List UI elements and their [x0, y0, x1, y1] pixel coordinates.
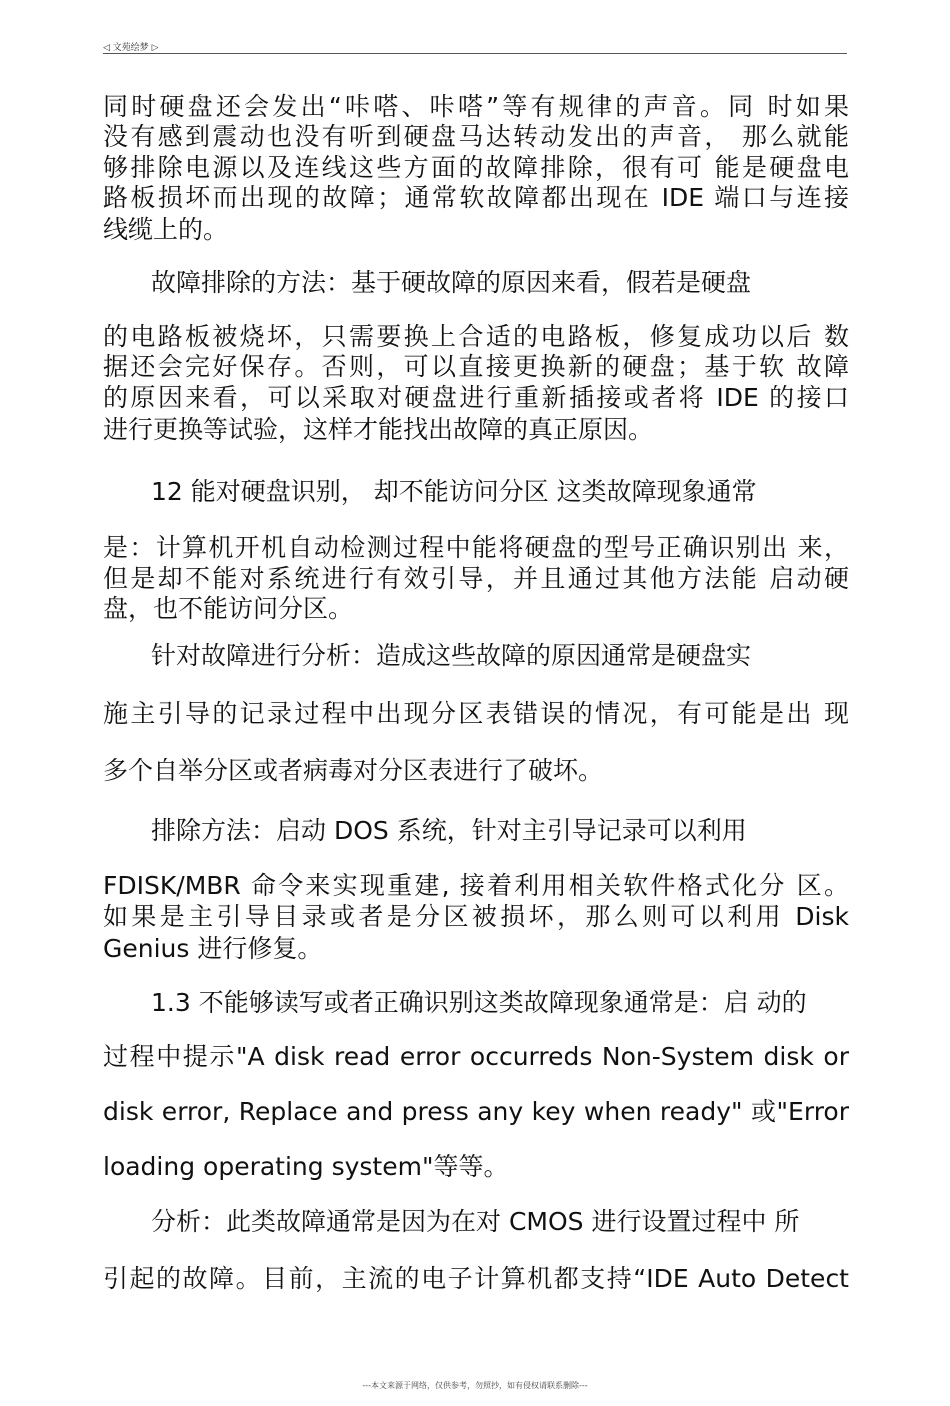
- header-divider: [103, 53, 847, 54]
- text-line: 据还会完好保存。否则，可以直接更换新的硬盘；基于软 故障: [103, 352, 849, 381]
- text-line: 1.3 不能够读写或者正确识别这类故障现象通常是：启 动的: [151, 988, 807, 1017]
- text-line: 引起的故障。目前，主流的电子计算机都支持“IDE Auto Detect: [103, 1264, 849, 1293]
- text-line: 进行更换等试验，这样才能找出故障的真正原因。: [103, 415, 654, 444]
- text-line: 是：计算机开机自动检测过程中能将硬盘的型号正确识别出 来，: [103, 533, 849, 562]
- text-line: 同时硬盘还会发出“咔嗒、咔嗒”等有规律的声音。同 时如果: [103, 92, 849, 121]
- text-line: loading operating system"等等。: [103, 1152, 509, 1181]
- page-footer: ---本文来源于网络，仅供参考，勿照抄，如有侵权请联系删除---: [362, 1381, 588, 1390]
- text-line: 多个自举分区或者病毒对分区表进行了破坏。: [103, 756, 604, 785]
- text-line: 12 能对硬盘识别， 却不能访问分区 这类故障现象通常: [151, 477, 757, 506]
- text-line: 盘，也不能访问分区。: [103, 594, 354, 623]
- text-line: 的电路板被烧坏，只需要换上合适的电路板，修复成功以后 数: [103, 322, 849, 351]
- text-line: 线缆上的。: [103, 215, 229, 244]
- text-line: 施主引导的记录过程中出现分区表错误的情况，有可能是出 现: [103, 699, 849, 728]
- text-line: disk error, Replace and press any key when ready" 或"Error: [103, 1097, 849, 1126]
- text-line: 路板损坏而出现的故障；通常软故障都出现在 IDE 端口与连接: [103, 183, 849, 212]
- text-line: 没有感到震动也没有听到硬盘马达转动发出的声音， 那么就能: [103, 122, 849, 151]
- text-line: 的原因来看，可以采取对硬盘进行重新插接或者将 IDE 的接口: [103, 383, 849, 412]
- text-line: 过程中提示"A disk read error occurreds Non-System disk or: [103, 1042, 849, 1071]
- text-line: 排除方法：启动 DOS 系统，针对主引导记录可以利用: [151, 816, 747, 845]
- text-line: FDISK/MBR 命令来实现重建, 接着利用相关软件格式化分 区。: [103, 871, 849, 900]
- text-line: 但是却不能对系统进行有效引导，并且通过其他方法能 启动硬: [103, 564, 849, 593]
- text-line: 针对故障进行分析：造成这些故障的原因通常是硬盘实: [151, 641, 752, 670]
- text-line: 故障排除的方法：基于硬故障的原因来看，假若是硬盘: [151, 268, 752, 297]
- text-line: 如果是主引导目录或者是分区被损坏，那么则可以利用 Disk: [103, 902, 849, 931]
- text-line: 够排除电源以及连线这些方面的故障排除，很有可 能是硬盘电: [103, 153, 849, 182]
- text-line: 分析：此类故障通常是因为在对 CMOS 进行设置过程中 所: [151, 1207, 800, 1236]
- text-line: Genius 进行修复。: [103, 934, 323, 963]
- page-header: ◁ 文苑绘梦 ▷: [103, 43, 159, 53]
